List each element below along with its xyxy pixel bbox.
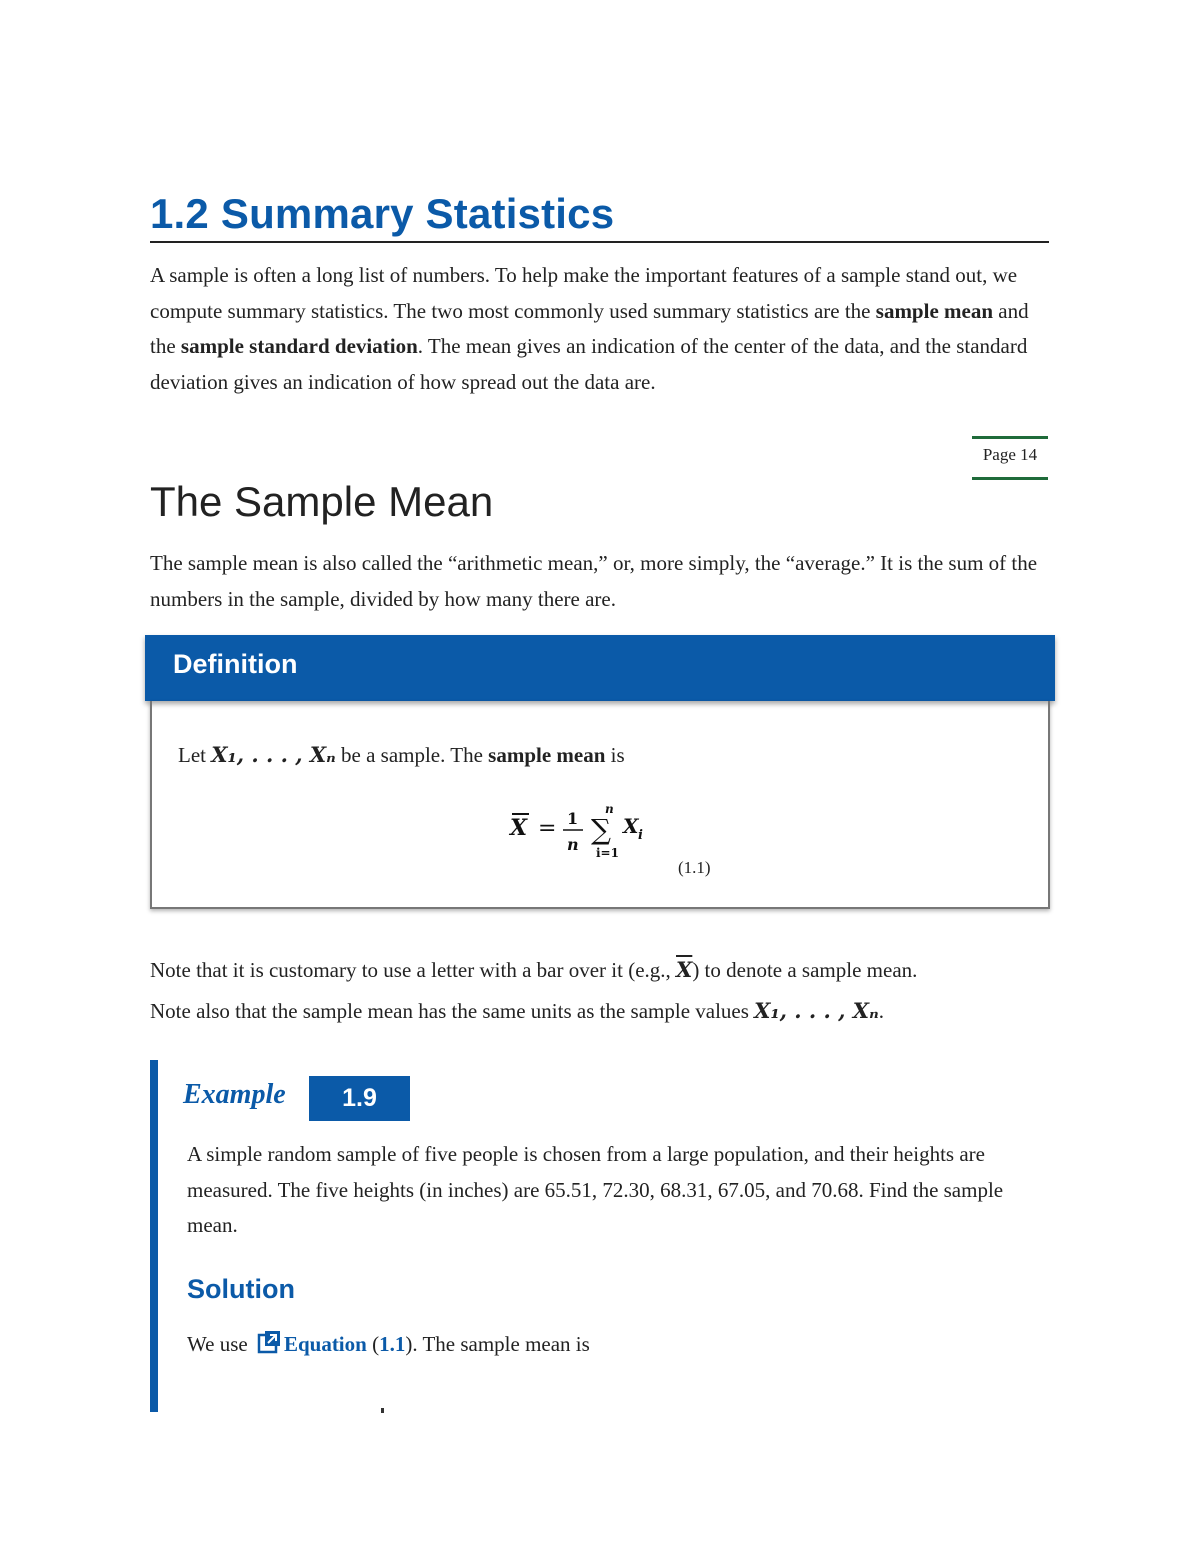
solution-text: We use Equation (1.1). The sample mean is xyxy=(187,1332,590,1356)
formula-equals: = xyxy=(538,816,557,841)
sample-mean-intro-paragraph: The sample mean is also called the “arithmetic mean,” or, more simply, the “average.” It is the sum of the numbers in the sample, divided by how many there are. xyxy=(150,551,1038,611)
example-label: Example xyxy=(183,1079,286,1110)
equation-link[interactable]: Equation xyxy=(283,1332,367,1356)
example-problem-text: A simple random sample of five people is chosen from a large population, and their heights are measured. The five heights (in inches) are 65.51, 72.30, 68.31, 67.05, and 70.68. Find the sample mean. xyxy=(187,1142,1004,1237)
sample-variables: X₁, . . . , Xₙ xyxy=(211,742,336,767)
solution-heading: Solution xyxy=(187,1274,295,1304)
cutoff-formula-fragment xyxy=(381,1408,384,1413)
section-divider xyxy=(150,241,1049,243)
sum-upper-limit: n xyxy=(605,802,614,816)
term-sample-standard-deviation: sample standard deviation xyxy=(180,334,418,358)
section-title: 1.2 Summary Statistics xyxy=(150,190,615,237)
equation-reference-link[interactable]: 1.1 xyxy=(379,1332,406,1356)
summand-subscript: i xyxy=(638,828,643,843)
example-side-bar xyxy=(150,1060,158,1412)
definition-header xyxy=(145,635,1055,701)
sum-lower-limit: i=1 xyxy=(596,846,619,860)
summation-symbol: ∑ xyxy=(591,813,611,846)
term-sample-mean: sample mean xyxy=(875,298,994,323)
sample-mean-formula xyxy=(505,800,705,870)
term-sample-mean-definition: sample mean xyxy=(488,743,606,767)
definition-text: Let X₁, . . . , Xₙ be a sample. The sample mean is xyxy=(178,742,625,767)
subsection-title: The Sample Mean xyxy=(150,478,494,525)
summand: X xyxy=(623,814,639,838)
section-intro-paragraph: A sample is often a long list of numbers. To help make the important features of a sample stand out, we compute summary statistics. The two most commonly used summary statistics are the sample mean and the sample standard deviation. The mean gives an indication of the center of the data, and the standard deviation gives an indication of how spread out the data are. xyxy=(150,263,1029,394)
example-number-badge: 1.9 xyxy=(309,1076,410,1121)
formula-lhs: X xyxy=(510,815,528,841)
fraction-denominator: n xyxy=(567,835,579,854)
equation-number: (1.1) xyxy=(678,858,711,877)
external-link-icon[interactable] xyxy=(257,1330,281,1354)
note-line-1: Note that it is customary to use a letter with a bar over it (e.g., $\overline{X}$) to denote a sample mean. xyxy=(150,957,918,982)
note-line-2: Note also that the sample mean has the same units as the sample values X₁, . . . , Xₙ. xyxy=(150,998,884,1023)
page-marker xyxy=(972,436,1048,480)
page-number-label: Page 14 xyxy=(982,445,1038,464)
sample-values-variables: X₁, . . . , Xₙ xyxy=(754,998,879,1023)
definition-header-label: Definition xyxy=(173,649,298,679)
fraction-numerator: 1 xyxy=(567,809,579,828)
xbar-symbol: $\overline{X}$ xyxy=(676,957,693,982)
